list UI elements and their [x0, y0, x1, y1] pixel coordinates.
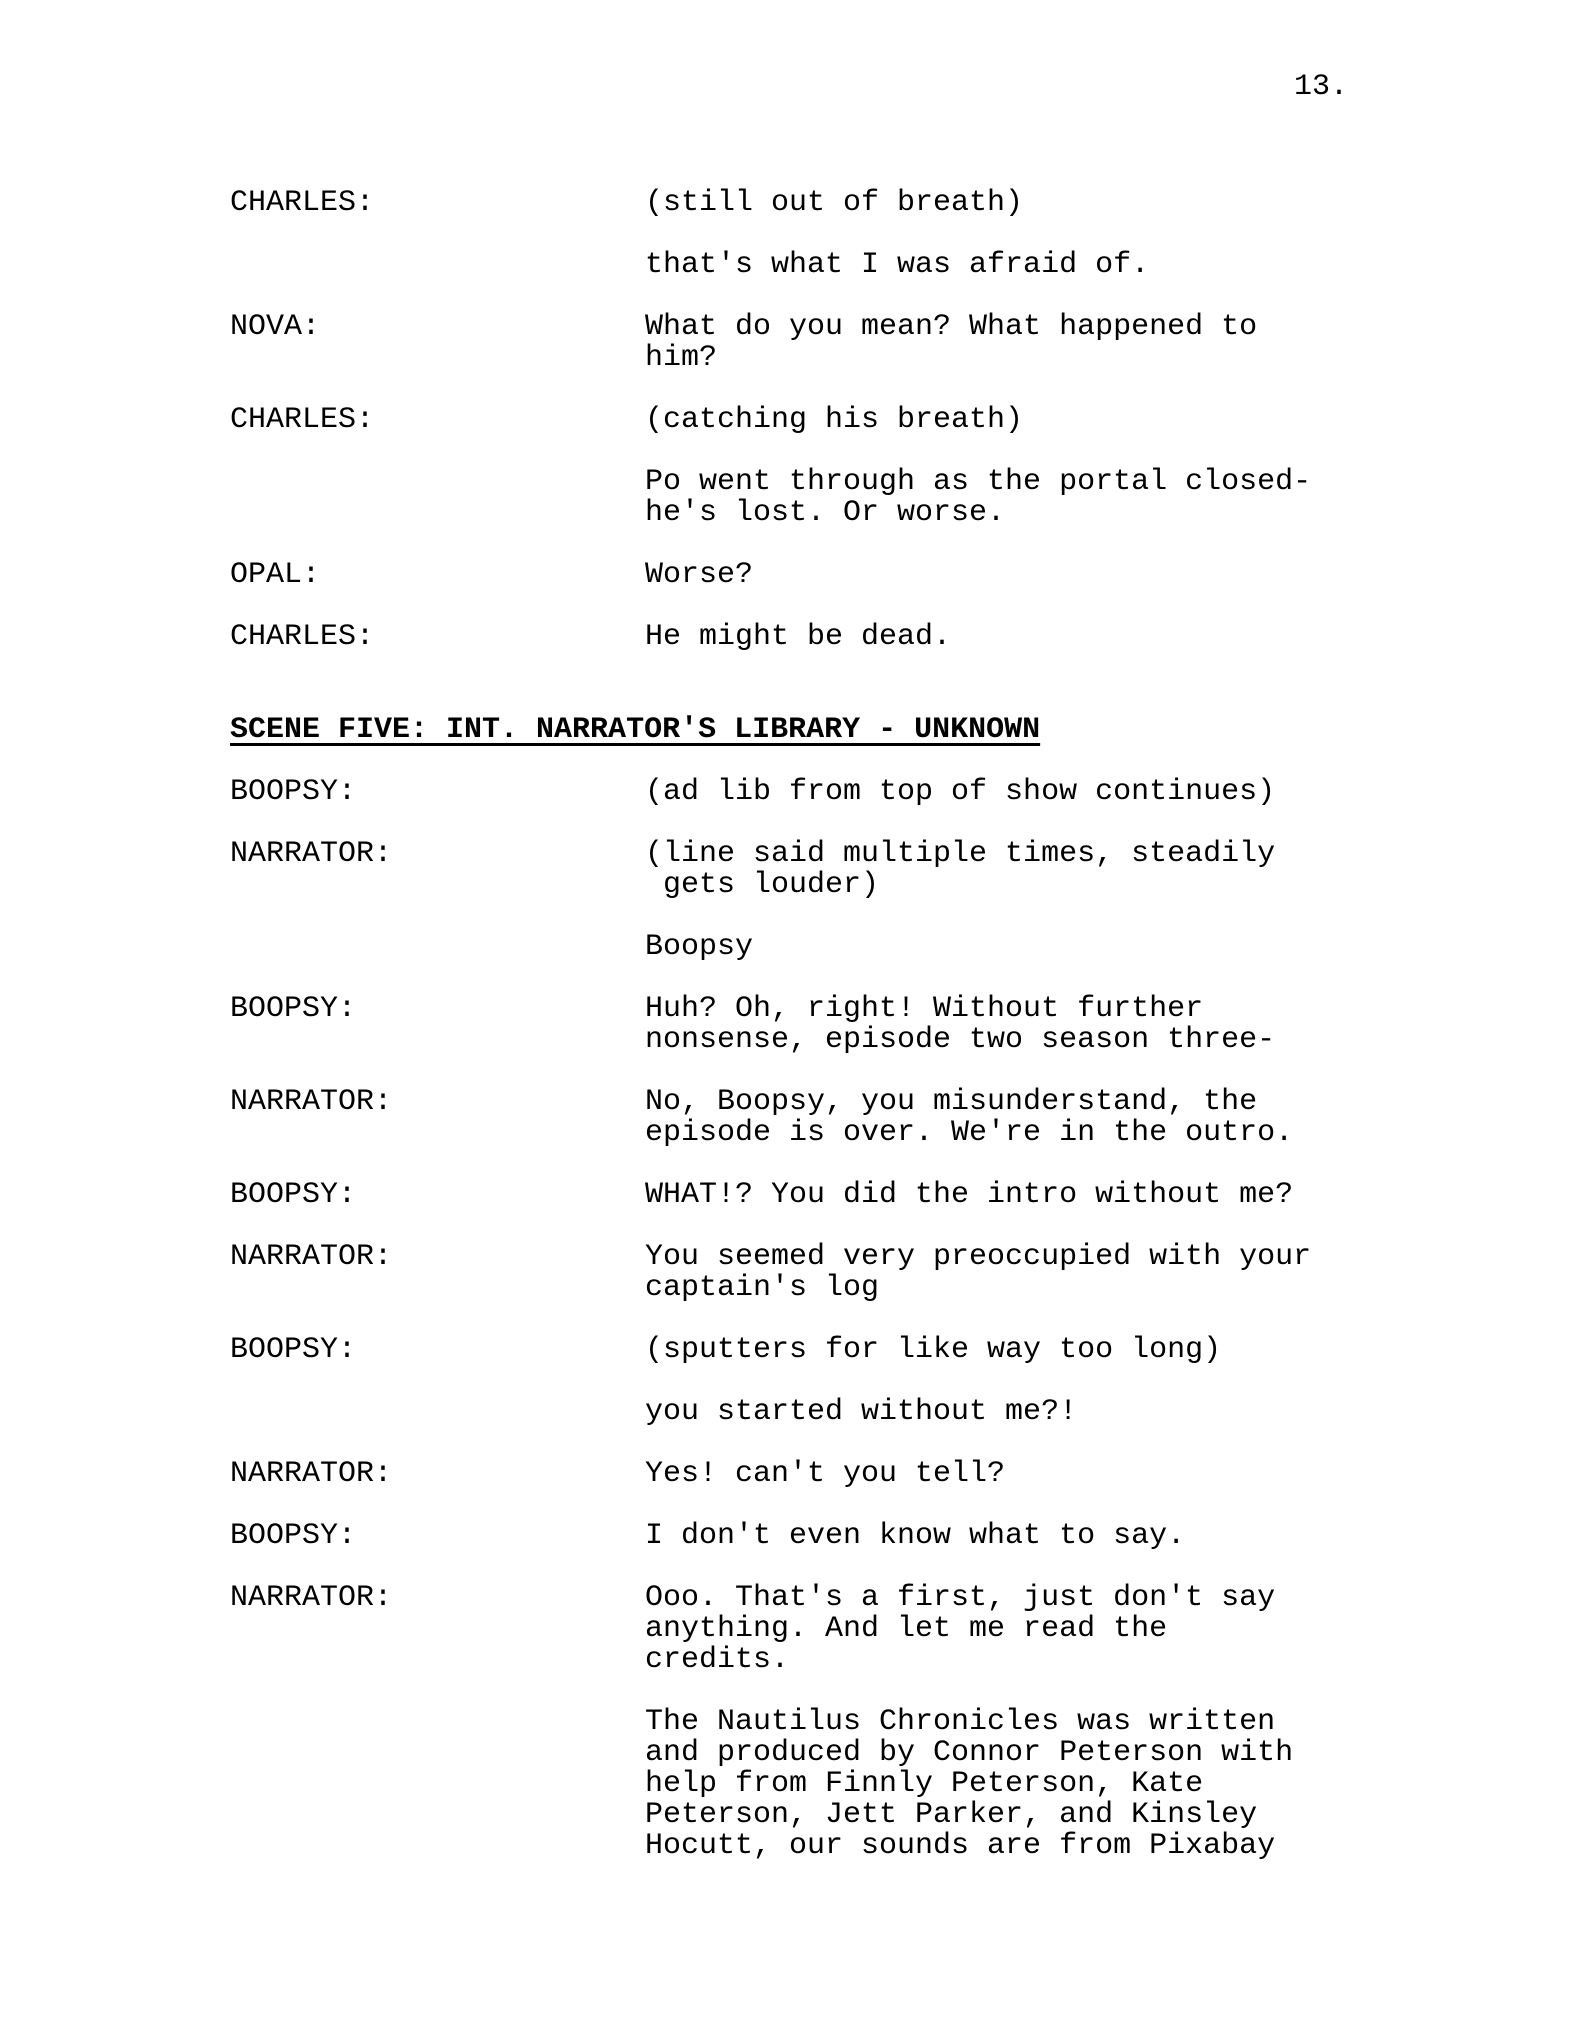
dialogue-lines — [645, 1397, 1517, 1428]
dialogue-block — [230, 1242, 1517, 1304]
dialogue-line: that's what I was afraid of. — [645, 248, 1150, 282]
character-name: NARRATOR: — [230, 837, 393, 871]
dialogue-line: episode is over. We're in the outro. — [645, 1116, 1294, 1150]
dialogue-lines — [645, 1521, 1517, 1552]
dialogue-block — [230, 1397, 1517, 1428]
dialogue-lines — [645, 1459, 1517, 1490]
dialogue-lines — [645, 405, 1517, 436]
dialogue-line: No, Boopsy, you misunderstand, the — [645, 1085, 1258, 1119]
dialogue-block — [230, 777, 1517, 808]
dialogue-lines — [645, 1242, 1517, 1304]
dialogue-line: help from Finnly Peterson, Kate — [645, 1767, 1204, 1801]
dialogue-line: Yes! can't you tell? — [645, 1457, 1006, 1491]
dialogue-line: (line said multiple times, steadily — [645, 837, 1276, 871]
dialogue-block — [230, 622, 1517, 653]
dialogue-line: credits. — [645, 1643, 790, 1677]
dialogue-block — [230, 1087, 1517, 1149]
scene-heading: SCENE FIVE: INT. NARRATOR'S LIBRARY - UNKNOWN — [230, 713, 1041, 747]
dialogue-lines — [645, 777, 1517, 808]
dialogue-lines — [645, 250, 1517, 281]
character-name: NARRATOR: — [230, 1581, 393, 1615]
dialogue-lines — [645, 1087, 1517, 1149]
dialogue-block — [230, 467, 1517, 529]
dialogue-line: I don't even know what to say. — [645, 1519, 1186, 1553]
dialogue-lines — [645, 1583, 1517, 1676]
dialogue-lines — [645, 312, 1517, 374]
dialogue-line: (sputters for like way too long) — [645, 1333, 1222, 1367]
dialogue-block — [230, 312, 1517, 374]
dialogue-line: (still out of breath) — [645, 186, 1024, 220]
character-name: NOVA: — [230, 310, 321, 344]
character-name: BOOPSY: — [230, 1178, 357, 1212]
dialogue-block — [230, 188, 1517, 219]
dialogue-block — [230, 839, 1517, 901]
dialogue-block — [230, 1521, 1517, 1552]
dialogue-line: He might be dead. — [645, 620, 952, 654]
character-name: OPAL: — [230, 558, 321, 592]
character-name: CHARLES: — [230, 620, 375, 654]
page-number: 13. — [1293, 70, 1348, 104]
dialogue-block — [230, 1335, 1517, 1366]
dialogue-block — [230, 1583, 1517, 1676]
dialogue-line: WHAT!? You did the intro without me? — [645, 1178, 1294, 1212]
dialogue-line: gets louder) — [645, 868, 880, 902]
dialogue-line: You seemed very preoccupied with your — [645, 1240, 1312, 1274]
character-name: NARRATOR: — [230, 1085, 393, 1119]
dialogue-lines — [645, 467, 1517, 529]
dialogue-block — [230, 405, 1517, 436]
character-name: CHARLES: — [230, 403, 375, 437]
dialogue-lines — [645, 932, 1517, 963]
dialogue-line: him? — [645, 341, 718, 375]
dialogue-line: Boopsy — [645, 930, 754, 964]
dialogue-lines — [645, 560, 1517, 591]
character-name: BOOPSY: — [230, 775, 357, 809]
dialogue-line: anything. And let me read the — [645, 1612, 1168, 1646]
dialogue-block — [230, 250, 1517, 281]
dialogue-lines — [645, 994, 1517, 1056]
character-name: BOOPSY: — [230, 1333, 357, 1367]
dialogue-block — [230, 1180, 1517, 1211]
dialogue-line: Ooo. That's a first, just don't say — [645, 1581, 1276, 1615]
dialogue-block — [230, 560, 1517, 591]
dialogue-line: Peterson, Jett Parker, and Kinsley — [645, 1798, 1258, 1832]
dialogue-line: and produced by Connor Peterson with — [645, 1736, 1294, 1770]
dialogue-lines — [645, 188, 1517, 219]
dialogue-line: Hocutt, our sounds are from Pixabay — [645, 1829, 1276, 1863]
dialogue-lines — [645, 839, 1517, 901]
dialogue-block — [230, 1459, 1517, 1490]
dialogue-block — [230, 994, 1517, 1056]
dialogue-line: you started without me?! — [645, 1395, 1078, 1429]
dialogue-block — [230, 1707, 1517, 1862]
dialogue-line: Huh? Oh, right! Without further — [645, 992, 1204, 1026]
character-name: BOOPSY: — [230, 1519, 357, 1553]
character-name: NARRATOR: — [230, 1240, 393, 1274]
dialogue-line: (catching his breath) — [645, 403, 1024, 437]
dialogue-line: What do you mean? What happened to — [645, 310, 1258, 344]
dialogue-line: (ad lib from top of show continues) — [645, 775, 1276, 809]
script-content — [230, 188, 1517, 1893]
character-name: CHARLES: — [230, 186, 375, 220]
dialogue-line: Po went through as the portal closed- — [645, 465, 1312, 499]
dialogue-line: nonsense, episode two season three- — [645, 1023, 1276, 1057]
dialogue-line: Worse? — [645, 558, 754, 592]
dialogue-block — [230, 932, 1517, 963]
dialogue-lines — [645, 1707, 1517, 1862]
dialogue-lines — [645, 622, 1517, 653]
dialogue-lines — [645, 1180, 1517, 1211]
character-name: BOOPSY: — [230, 992, 357, 1026]
dialogue-lines — [645, 1335, 1517, 1366]
dialogue-line: The Nautilus Chronicles was written — [645, 1705, 1276, 1739]
dialogue-line: captain's log — [645, 1271, 880, 1305]
dialogue-line: he's lost. Or worse. — [645, 496, 1006, 530]
character-name: NARRATOR: — [230, 1457, 393, 1491]
